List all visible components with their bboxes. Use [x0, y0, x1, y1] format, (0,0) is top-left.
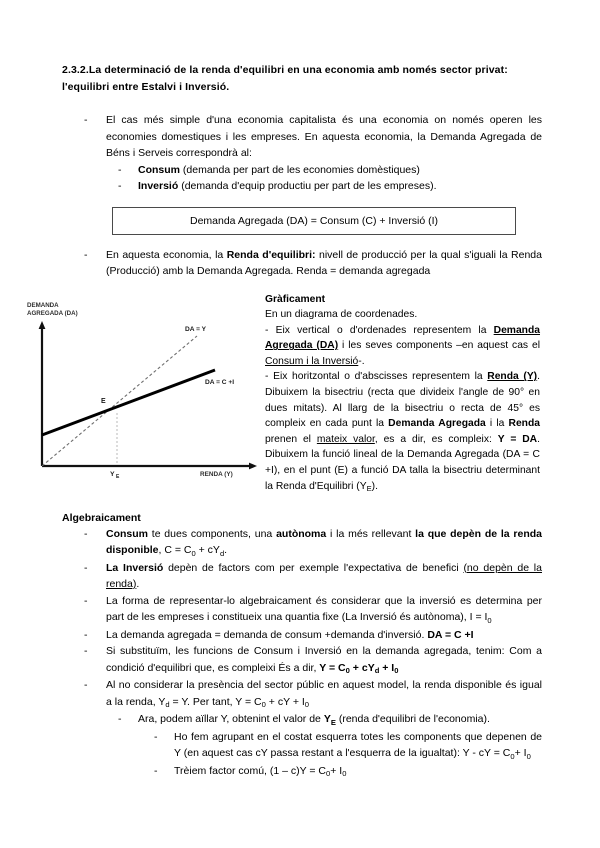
b2-t1: depèn de factors com per exemple l'expectativa de benefici	[163, 561, 464, 574]
horiz-pre: - Eix horitzontal o d'abscisses representem la	[265, 371, 488, 383]
bullet-dash: -	[84, 114, 88, 126]
consum-components-paragraph	[106, 526, 542, 560]
list-item	[84, 560, 542, 593]
bullet-dash: -	[154, 764, 158, 777]
horiz-b4: Y = DA	[497, 433, 538, 445]
b7-t2: (renda d'equilibri de l'economia).	[335, 713, 490, 725]
vert-bold: Demanda Agregada (DA)	[265, 324, 540, 352]
b5-b3: + I	[379, 661, 395, 674]
bullet-dash: -	[118, 713, 122, 725]
list-item	[118, 711, 542, 729]
ye-tick-label: Y	[110, 470, 115, 478]
b1-sub1: 0	[191, 548, 196, 558]
bullet-dash: -	[84, 645, 88, 657]
b6-sub3: 0	[304, 700, 310, 709]
horiz-mid3: prenen el	[265, 433, 317, 445]
b3-t1: La forma de representar-lo algebraicament és considerar que la inversió es determina per part de les empreses i constitueix una quantia fixe (La Inversió és autònoma), I = I	[106, 594, 542, 623]
b9-t2: + I	[330, 764, 343, 777]
b8-sub1: 0	[510, 751, 515, 761]
da-c-plus-i-label: DA = C +I	[205, 378, 235, 386]
horiz-b3: Renda	[508, 418, 540, 430]
horiz-tail: ).	[371, 480, 378, 492]
agrupar-components-paragraph	[174, 729, 542, 763]
list-item	[84, 677, 542, 711]
b6-sub2: 0	[261, 700, 266, 709]
bullet-dash: -	[84, 628, 88, 641]
graficament-line1: En un diagrama de coordenades.	[265, 309, 418, 321]
bullet-dash: -	[154, 730, 158, 743]
b5-sub1: 0	[345, 666, 350, 675]
substitucio-paragraph	[106, 643, 542, 677]
renda-disponible-paragraph	[106, 677, 542, 711]
vert-end: -.	[358, 355, 365, 367]
list-item	[154, 729, 542, 763]
inversio-label: Inversió	[138, 180, 179, 192]
formula-text: Demanda Agregada (DA) = Consum (C) + Inversió (I)	[189, 214, 439, 227]
b1-t5: .	[224, 544, 228, 556]
vert-pre: - Eix vertical o d'ordenades representem la	[265, 324, 494, 336]
b1-t3: , C = C	[158, 544, 192, 556]
b3-sub: 0	[487, 615, 492, 625]
y-axis-label-line1: DEMANDA	[27, 301, 59, 309]
x-axis-label: RENDA (Y)	[200, 470, 233, 478]
bullet-dash: -	[84, 527, 88, 540]
b6-t1: Al no considerar la presència del sector públic en aquest model, la renda disponible és igual a la renda, Y	[106, 679, 542, 708]
intro-paragraph: El cas més simple d'una economia capitalista és una economia on només operen les economies domestiques i les empreses. En aquesta economia, la Demanda Agregada de Béns i Serveis correspondrà al:	[106, 114, 542, 159]
b8-t2: + I	[514, 747, 527, 759]
inversio-desc: (demanda d'equip productiu per part de les empreses).	[178, 180, 437, 192]
horiz-bold: Renda (Y)	[487, 371, 538, 383]
b6-t2: = Y. Per tant, Y = C	[169, 695, 262, 708]
b5-b2: + cY	[349, 661, 375, 674]
horiz-b2: Demanda Agregada	[388, 418, 486, 430]
horiz-mid: . Dibuixem la bisectriu (recta que divideix l'angle de 90° en dues mitats). Al llarg de la bisectriu o recta de 45° es compleix en cada punt la	[265, 371, 540, 430]
horiz-sub: E	[366, 484, 372, 494]
renda-equilibri-paragraph	[106, 247, 542, 280]
b5-sub2: d	[374, 666, 380, 675]
algebraicament-heading: Algebraicament	[62, 511, 141, 524]
vert-mid: i les seves components –en aquest cas el	[338, 340, 540, 352]
horiz-und: mateix valor	[316, 433, 375, 445]
da-equals-y-label: DA = Y	[185, 325, 207, 333]
b1-sub2: d	[219, 548, 225, 558]
horiz-mid2: i la	[485, 418, 509, 430]
b6-sub1: d	[165, 700, 170, 709]
demanda-agregada-paragraph	[106, 627, 542, 644]
graficament-horizontal-axis-para	[265, 369, 540, 494]
b9-t1: Trèiem factor comú, (1 – c)Y = C	[174, 764, 327, 777]
formula-box	[112, 207, 516, 235]
graficament-vertical-axis-para	[265, 323, 540, 370]
y-axis-arrow	[39, 321, 46, 329]
inversio-autonoma-paragraph	[106, 593, 542, 627]
b1-bold3: la que depèn de la renda disponible	[106, 527, 542, 556]
bullet-dash: -	[118, 163, 122, 176]
list-item	[84, 526, 542, 560]
y-axis-label-line2: AGREGADA (DA)	[27, 309, 78, 317]
renda-lead: En aquesta economia, la	[106, 248, 227, 261]
b1-bold1: Consum	[106, 527, 148, 540]
equilibrium-point-label: E	[101, 397, 106, 405]
list-item	[118, 178, 542, 195]
b1-t1: te dues components, una	[148, 527, 277, 540]
bullet-dash: -	[84, 679, 88, 691]
renda-bold: Renda d'equilibri:	[226, 248, 316, 261]
b9-sub2: 0	[342, 769, 347, 778]
consum-item	[138, 162, 542, 179]
aillar-y-paragraph	[138, 711, 542, 729]
list-item	[84, 247, 542, 280]
consum-label: Consum	[138, 163, 180, 176]
b5-b1: Y = C	[319, 661, 346, 674]
chart-svg	[0, 294, 265, 499]
b1-t2: i la més rellevant	[326, 527, 416, 540]
b7-sub1: E	[330, 717, 336, 727]
b8-t1: Ho fem agrupant en el costat esquerra totes les components que depenen de Y (en aquest cas cY passa restant a l'esquerra de la igualtat): Y - cY = C	[174, 730, 542, 759]
bullet-dash: -	[118, 180, 122, 192]
b7-b1: Y	[323, 713, 331, 725]
b2-bold: La Inversió	[106, 561, 164, 574]
list-item	[84, 593, 542, 627]
renda-rest: nivell de producció per la qual s'iguali la Renda (Producció) amb la Demanda Agregada. Renda = demanda agregada	[106, 248, 542, 277]
horiz-mid4: , es a dir, es compleix:	[374, 433, 498, 445]
x-axis-arrow	[249, 462, 257, 469]
b5-sub3: 0	[394, 666, 399, 675]
bisectriu-da-equals-y-line	[42, 336, 197, 466]
bullet-dash: -	[84, 248, 88, 261]
inversio-factors-paragraph	[106, 560, 542, 593]
da-c-plus-i-line	[42, 370, 215, 435]
list-item	[84, 112, 542, 162]
chart-and-text-section	[27, 293, 542, 506]
inversio-item	[138, 178, 542, 195]
b4-bold: DA = C +I	[427, 628, 474, 641]
b9-sub1: 0	[326, 769, 331, 778]
b7-t1: Ara, podem aïllar Y, obtenint el valor de	[138, 713, 324, 725]
bullet-dash: -	[84, 594, 88, 607]
b2-t2: .	[136, 578, 140, 590]
ye-tick-subscript: E	[116, 473, 120, 480]
b4-t1: La demanda agregada = demanda de consum +demanda d'inversió.	[106, 628, 428, 641]
graficament-heading: Gràficament	[265, 293, 326, 305]
consum-desc: (demanda per part de les economies domèstiques)	[180, 163, 420, 176]
b8-sub2: 0	[526, 751, 531, 761]
page-title: 2.3.2.La determinació de la renda d'equilibri en una economia amb només sector privat: l'equilibri entre Estalvi i Inversió.	[62, 64, 508, 93]
list-item	[84, 627, 542, 644]
equilibrium-chart	[0, 294, 265, 499]
bullet-dash: -	[84, 561, 88, 574]
list-item	[118, 162, 542, 179]
vert-und: Consum i la Inversió	[265, 355, 359, 367]
b1-t4: + cY	[195, 544, 220, 556]
list-item	[84, 643, 542, 677]
graficament-column	[265, 292, 540, 495]
list-item	[154, 763, 542, 781]
horiz-end: . Dibuixem la funció lineal de la Demanda Agregada (DA = C +I), en el punt (E) a funció DA talla la bisectriu determinant la Renda d'Equilibri (Y	[265, 433, 540, 492]
b5-t1: Si substituïm, les funcions de Consum i Inversió en la demanda agregada, tenim: Com a condició d'equilibri que, es compleixi És a dir,	[106, 645, 542, 674]
b2-und: (no depèn de la renda)	[106, 561, 542, 590]
b1-bold2: autònoma	[276, 527, 327, 540]
factor-comu-paragraph	[174, 763, 542, 781]
b6-t3: + cY + I	[265, 695, 305, 708]
